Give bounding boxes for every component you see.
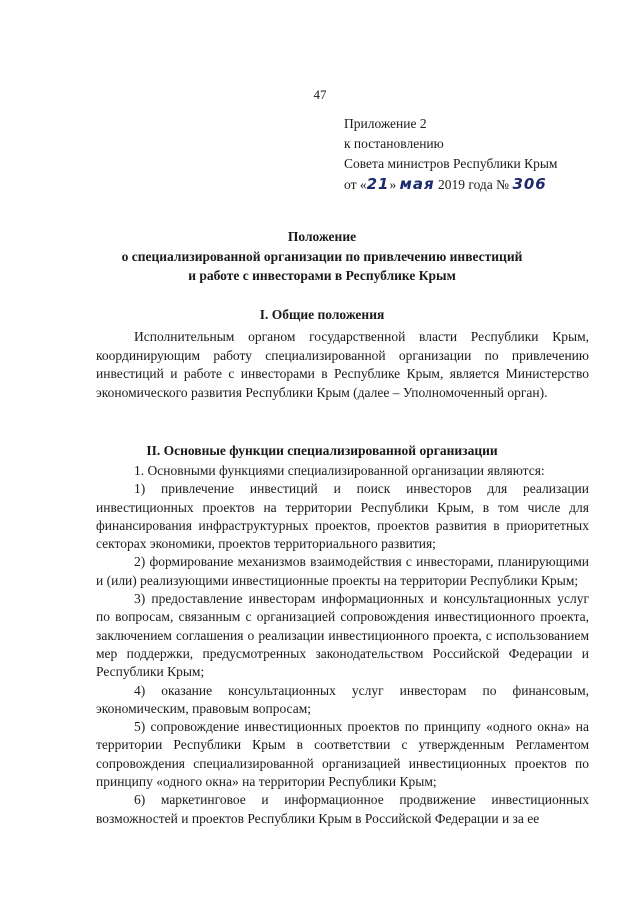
handwritten-day: 21 [366,175,390,193]
clause-1-2: 2) формирование механизмов взаимодействия с инвесторами, планирующими и (или) реализующими инвестиционные проекты на территории Республики Крым; [96,554,589,588]
appendix-line-1: Приложение 2 [344,116,427,131]
appendix-line-2: к постановлению [344,136,444,151]
page-number: 47 [313,87,327,102]
title-line-3: и работе с инвесторами в Республике Крым [188,268,456,283]
clause-1-5: 5) сопровождение инвестиционных проектов по принципу «одного окна» на территории Республики Крым в соответствии с утвержденным Регламентом сопровождения специализированной организацией инвестиционных проектов по принципу «одного окна» на территории Республики Крым; [96,719,589,790]
clause-1-1: 1) привлечение инвестиций и поиск инвесторов для реализации инвестиционных проектов на территории Республики Крым, в том числе для финансирования инфраструктурных проектов, проектов развития в приоритетных секторах экономики, проектов территориального развития; [96,481,589,552]
clause-1-6: 6) маркетинговое и информационное продвижение инвестиционных возможностей и проектов Республики Крым в Российской Федерации и за ее [96,792,589,826]
appendix-line-3: Совета министров Республики Крым [344,156,558,171]
section-2-body [96,462,589,828]
date-prefix: от « [344,177,367,192]
clause-1: 1. Основными функциями специализированной организации являются: [134,463,545,478]
appendix-date-line [344,174,557,195]
section-1-heading: I. Общие положения [259,307,385,322]
document-title [96,227,548,286]
handwritten-decree-number: 306 [512,175,547,193]
date-year: 2019 года № [438,177,510,192]
section-2-heading: II. Основные функции специализированной организации [146,443,498,458]
clause-1-4: 4) оказание консультационных услуг инвесторам по финансовым, экономическим, правовым вопросам; [96,682,589,716]
clause-1-3: 3) предоставление инвесторам информационных и консультационных услуг по вопросам, связанным с организацией сопровождения инвестиционного проекта, заключением соглашения о реализации инвестиционного проекта, с использованием мер поддержки, предусмотренных законодательством Российской Федерации и Республики Крым; [96,591,589,680]
appendix-block [344,114,557,195]
handwritten-month: мая [399,175,435,193]
title-line-2: о специализированной организации по привлечению инвестиций [121,248,523,264]
section-1-paragraph: Исполнительным органом государственной власти Республики Крым, координирующим работу специализированной организации по привлечению инвестиций и работе с инвесторами в Республике Крым, является Министерство экономического развития Республики Крым (далее – Уполномоченный орган). [96,329,589,400]
date-mid: » [389,177,397,192]
title-line-1: Положение [287,229,357,244]
section-1-body [96,328,589,402]
